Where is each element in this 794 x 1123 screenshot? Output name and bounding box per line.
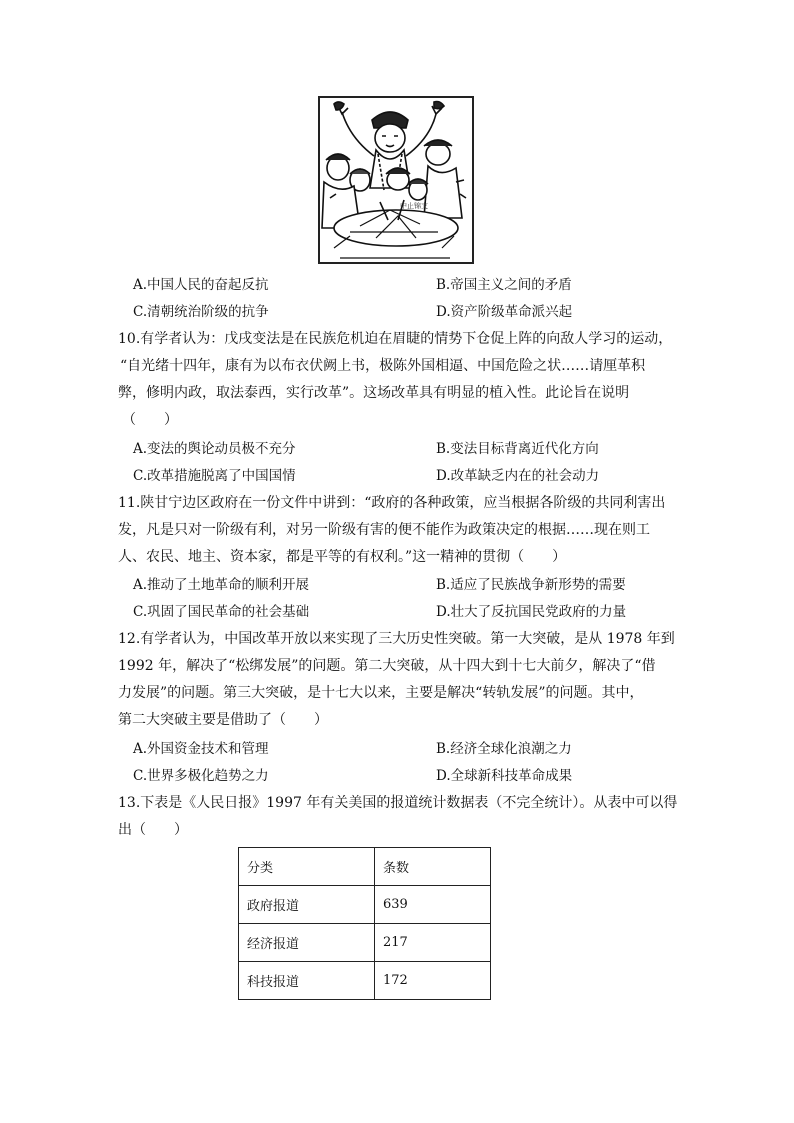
table-header-cell: 分类 (239, 848, 375, 886)
table-cell-count: 217 (375, 924, 491, 962)
q10-option-a: A.变法的舆论动员极不充分 (133, 441, 296, 457)
q12-line-4: 第二大突破主要是借助了（ ） (118, 712, 328, 728)
report-statistics-table (238, 847, 491, 1000)
q10-line-3: 弊，修明内政，取法泰西，实行改革”。这场改革具有明显的植入性。此论旨在说明 (118, 385, 630, 401)
q11-line-2: 发，凡是只对一阶级有利，对另一阶级有害的便不能作为政策决定的根据……现在则工 (118, 522, 650, 538)
table-row (239, 924, 491, 962)
q9-option-c: C.清朝统治阶级的抗争 (133, 304, 269, 320)
q10-option-b: B.变法目标背离近代化方向 (436, 441, 599, 457)
table-cell-category: 政府报道 (239, 886, 375, 924)
q11-option-d: D.壮大了反抗国民党政府的力量 (436, 604, 627, 620)
q9-option-a: A.中国人民的奋起反抗 (133, 277, 269, 293)
q12-option-c: C.世界多极化趋势之力 (133, 768, 269, 784)
table-cell-count: 172 (375, 962, 491, 1000)
question-12 (118, 626, 683, 734)
q11-line-3: 人、农民、地主、资本家，都是平等的有权利。”这一精神的贯彻（ ） (118, 549, 567, 565)
table-cell-category: 经济报道 (239, 924, 375, 962)
table-row (239, 962, 491, 1000)
q9-option-b: B.帝国主义之间的矛盾 (436, 277, 572, 293)
cartoon-caption: 中止锦支 (400, 202, 428, 210)
table-cell-count: 639 (375, 886, 491, 924)
table-row (239, 886, 491, 924)
q12-option-d: D.全球新科技革命成果 (436, 768, 573, 784)
q10-line-2: “自光绪十四年，康有为以布衣伏阙上书，极陈外国相逼、中国危险之状……请厘革积 (120, 358, 646, 374)
q12-option-a: A.外国资金技术和管理 (133, 741, 269, 757)
q13-line-1: 13.下表是《人民日报》1997 年有关美国的报道统计数据表（不完全统计）。从表中可以得 (118, 795, 678, 811)
q10-line-1: 10.有学者认为：戊戌变法是在民族危机迫在眉睫的情势下仓促上阵的向敌人学习的运动， (118, 331, 673, 347)
question-11 (118, 490, 683, 571)
q11-option-a: A.推动了土地革命的顺利开展 (133, 577, 310, 593)
q10-option-d: D.改革缺乏内在的社会动力 (436, 468, 600, 484)
historical-cartoon-image (318, 96, 474, 264)
q11-option-c: C.巩固了国民革命的社会基础 (133, 604, 310, 620)
cartoon-drawing (320, 98, 472, 262)
table-cell-category: 科技报道 (239, 962, 375, 1000)
question-10 (118, 326, 683, 434)
q12-line-3: 力发展”的问题。第三大突破，是十七大以来，主要是解决“转轨发展”的问题。其中， (118, 685, 644, 701)
q13-line-2: 出（ ） (118, 822, 188, 838)
q11-line-1: 11.陕甘宁边区政府在一份文件中讲到：“政府的各种政策，应当根据各阶级的共同利害出 (118, 495, 666, 511)
q10-option-c: C.改革措施脱离了中国国情 (133, 468, 296, 484)
question-13 (118, 790, 683, 844)
table-header-row (239, 848, 491, 886)
q9-option-d: D.资产阶级革命派兴起 (436, 304, 573, 320)
q11-option-b: B.适应了民族战争新形势的需要 (436, 577, 626, 593)
q12-option-b: B.经济全球化浪潮之力 (436, 741, 572, 757)
q12-line-1: 12.有学者认为，中国改革开放以来实现了三大历史性突破。第一大突破，是从 1978 年到 (118, 631, 675, 647)
table-header-cell: 条数 (375, 848, 491, 886)
q10-line-4: （ ） (122, 412, 178, 428)
q12-line-2: 1992 年，解决了“松绑发展”的问题。第二大突破，从十四大到十七大前夕，解决了“借 (118, 658, 656, 674)
